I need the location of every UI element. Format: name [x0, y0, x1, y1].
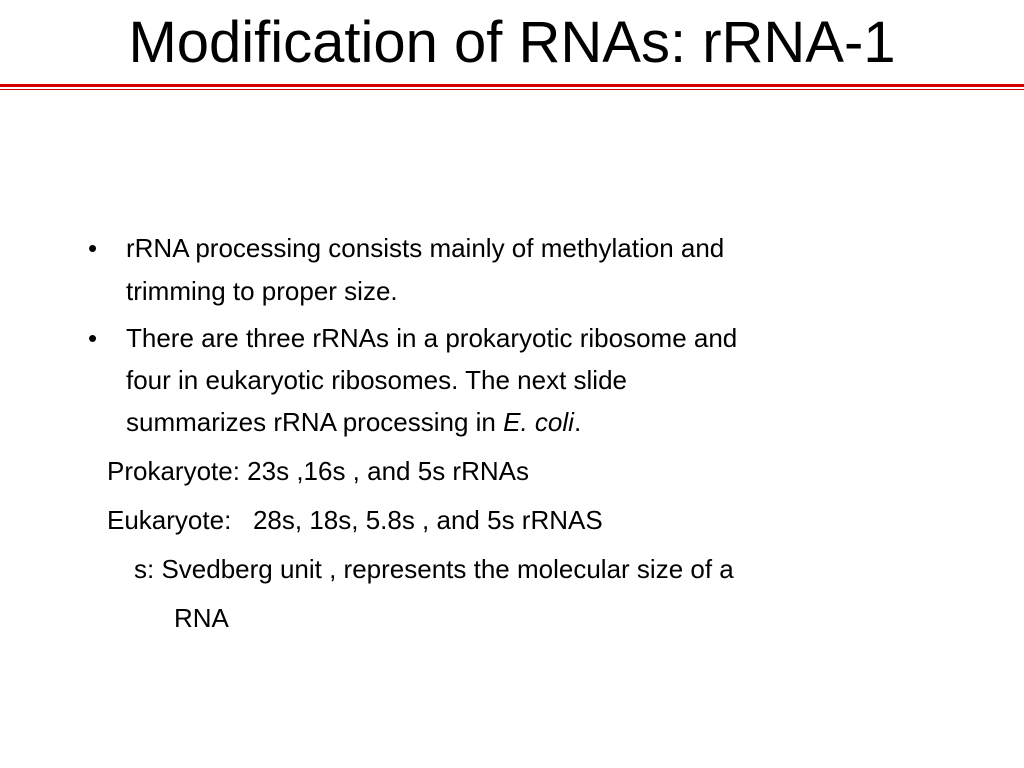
bullet-text-suffix: . [573, 407, 582, 437]
bullet-text-line: four in eukaryotic ribosomes. The next slide [126, 365, 627, 395]
prokaryote-line: Prokaryote: 23s ,16s , and 5s rRNAs [107, 456, 529, 486]
svedberg-definition-continuation: RNA [174, 603, 229, 633]
bullet-text-prefix: summarizes rRNA processing in [126, 407, 504, 437]
bullet-text-line: rRNA processing consists mainly of methylation and [126, 233, 725, 263]
eukaryote-line: Eukaryote: 28s, 18s, 5.8s , and 5s rRNAS [107, 505, 603, 535]
species-name: E. coli [503, 407, 574, 437]
svedberg-definition-line: s: Svedberg unit , represents the molecular size of a [134, 554, 734, 584]
bullet-text-line [126, 402, 946, 442]
bullet-text-line: There are three rRNAs in a prokaryotic ribosome and [126, 323, 738, 353]
bullet-marker: • [88, 323, 98, 353]
bullet-item [0, 318, 1024, 443]
bullet-item [0, 228, 1024, 308]
slide-title: Modification of RNAs: rRNA-1 [128, 10, 896, 75]
bullet-marker: • [88, 233, 98, 263]
bullet-text-line: trimming to proper size. [126, 276, 398, 306]
